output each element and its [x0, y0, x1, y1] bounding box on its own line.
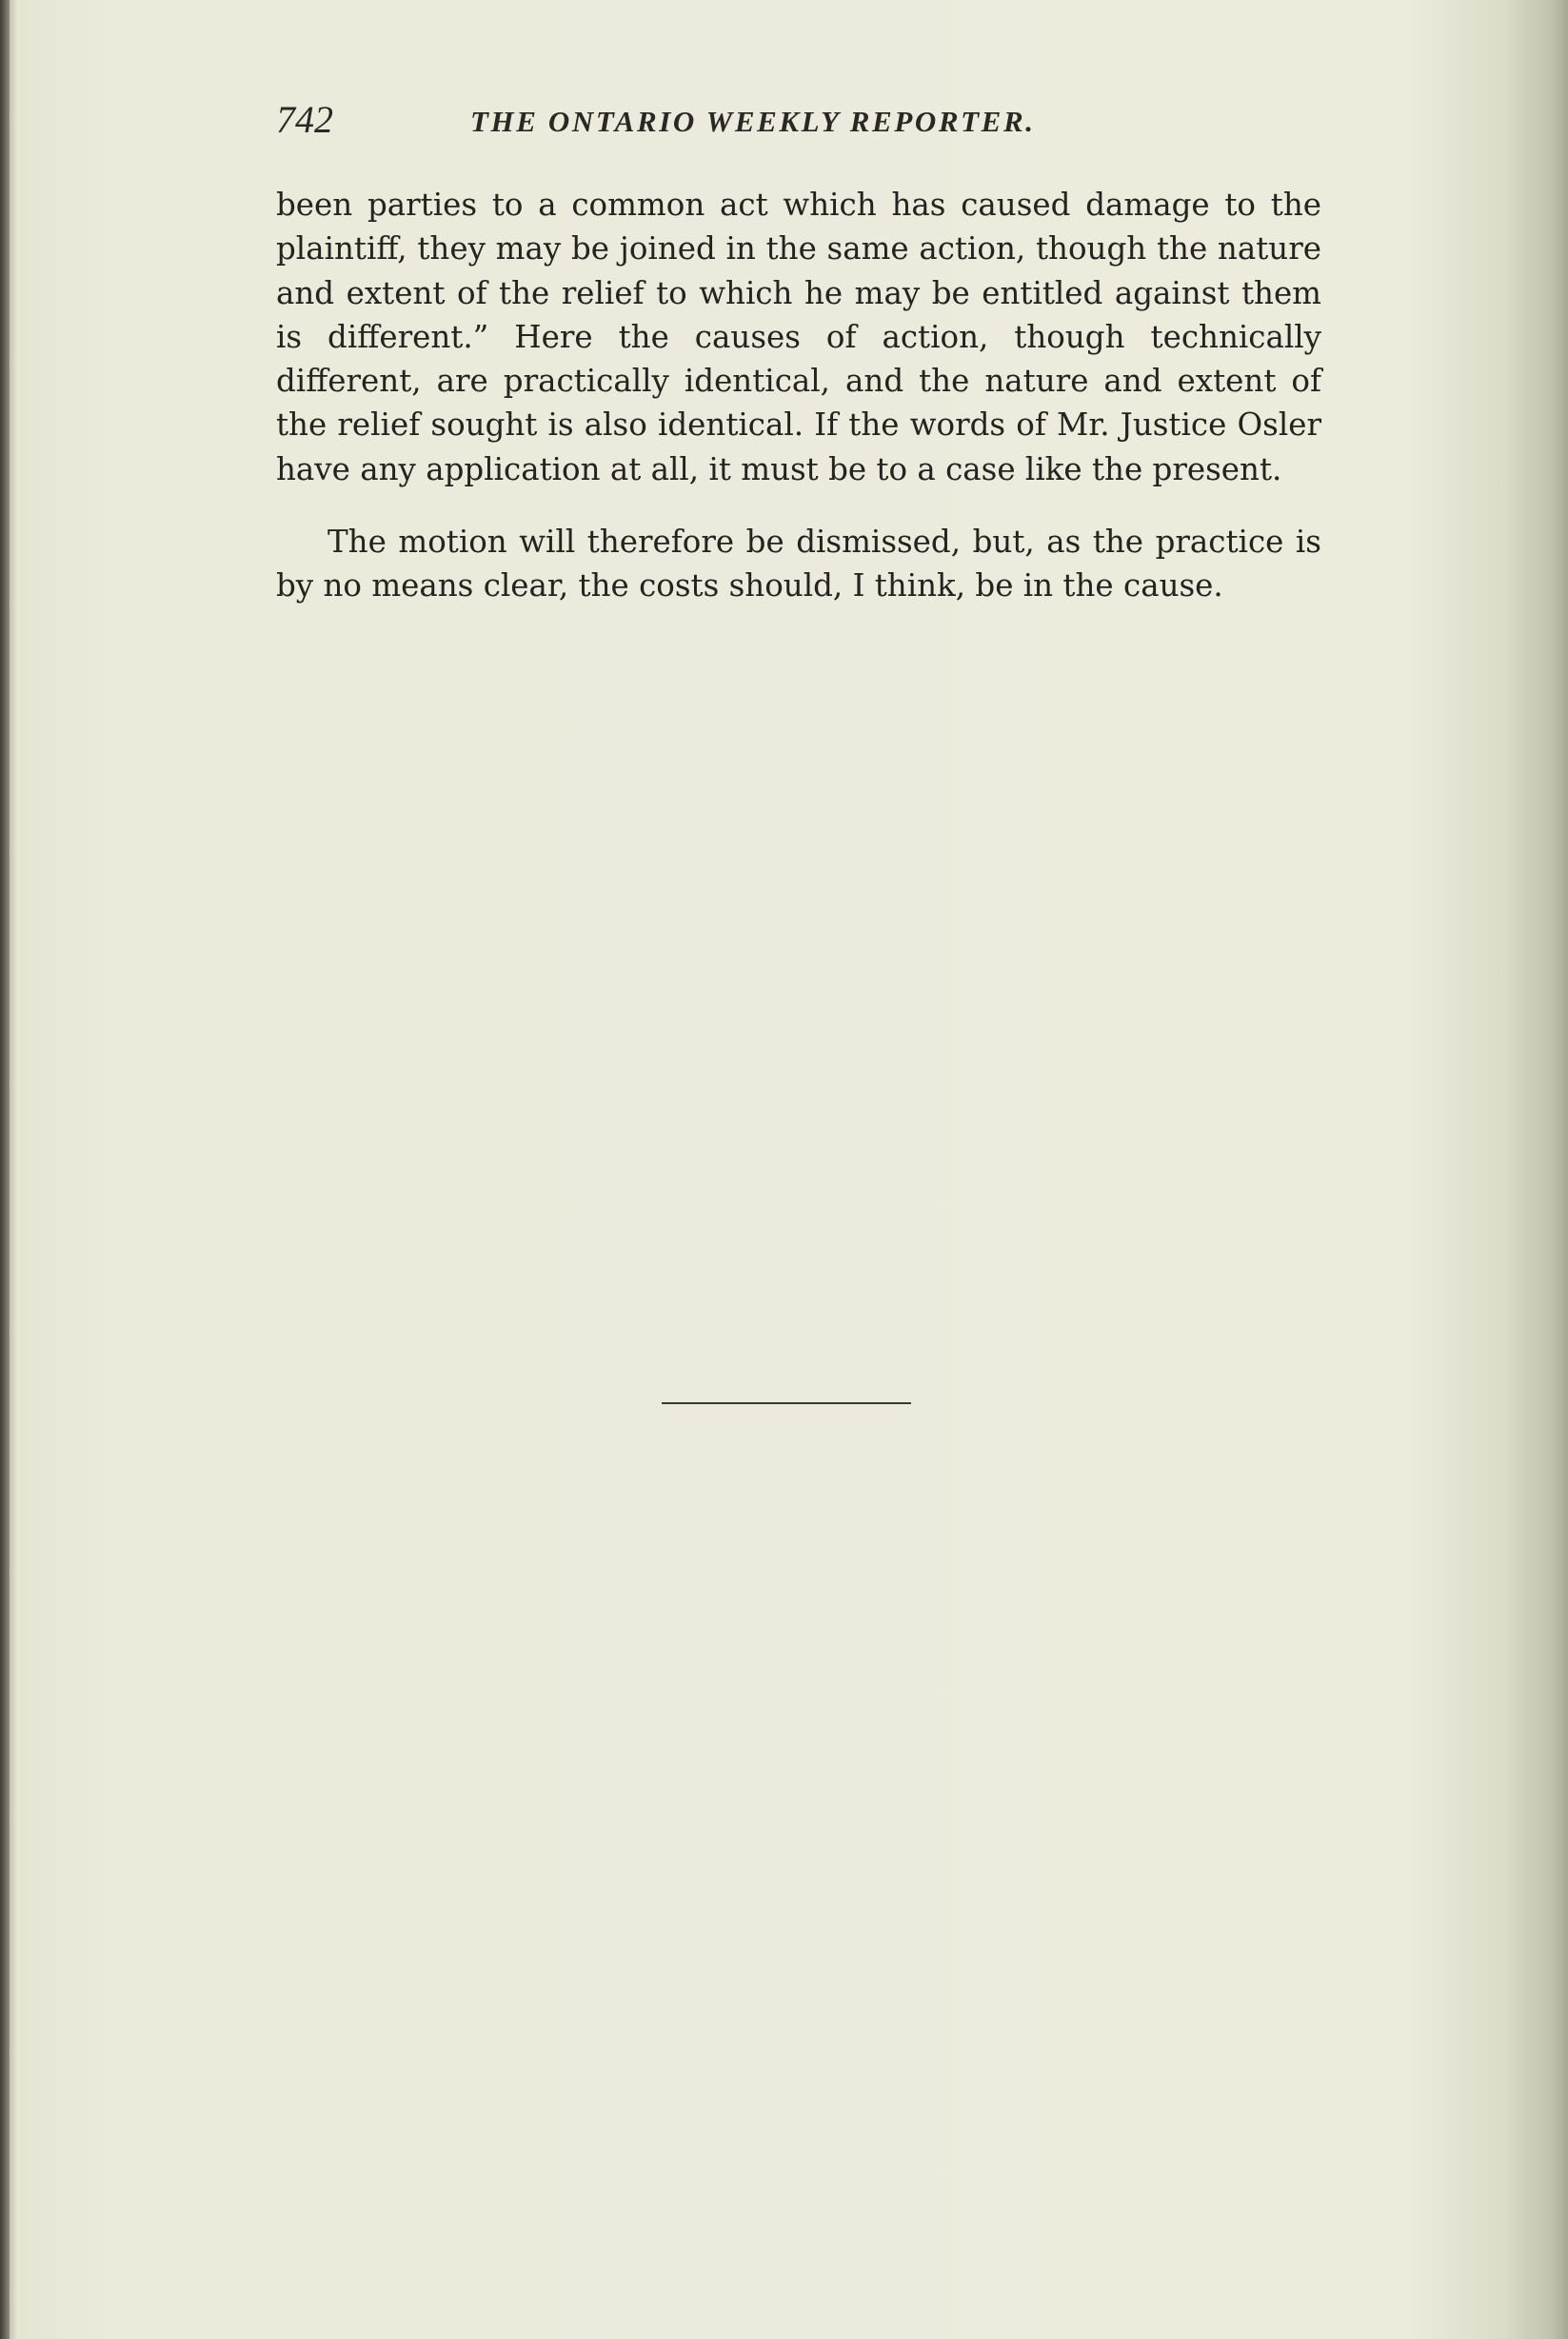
- body-text: [276, 183, 1321, 608]
- page-number: 742: [276, 98, 333, 141]
- page-header: [276, 97, 1133, 154]
- section-divider-rule: [662, 1402, 911, 1404]
- paragraph: The motion will therefore be dismissed, but, as the practice is by no means clear, the costs should, I think, be in the cause.: [276, 524, 1321, 605]
- page-binding-edge: [0, 0, 10, 2339]
- paragraph: been parties to a common act which has caused damage to the plaintiff, they may be joined in the same action, though the nature and extent of the relief to which he may be entitled against them is different.” Here the causes of action, though technically different, are practically identical, and the nature and extent of the relief sought is also identical. If the words of Mr. Justice Osler have any application at all, it must be to a case like the present.: [276, 187, 1321, 487]
- running-title: THE ONTARIO WEEKLY REPORTER.: [470, 105, 1036, 138]
